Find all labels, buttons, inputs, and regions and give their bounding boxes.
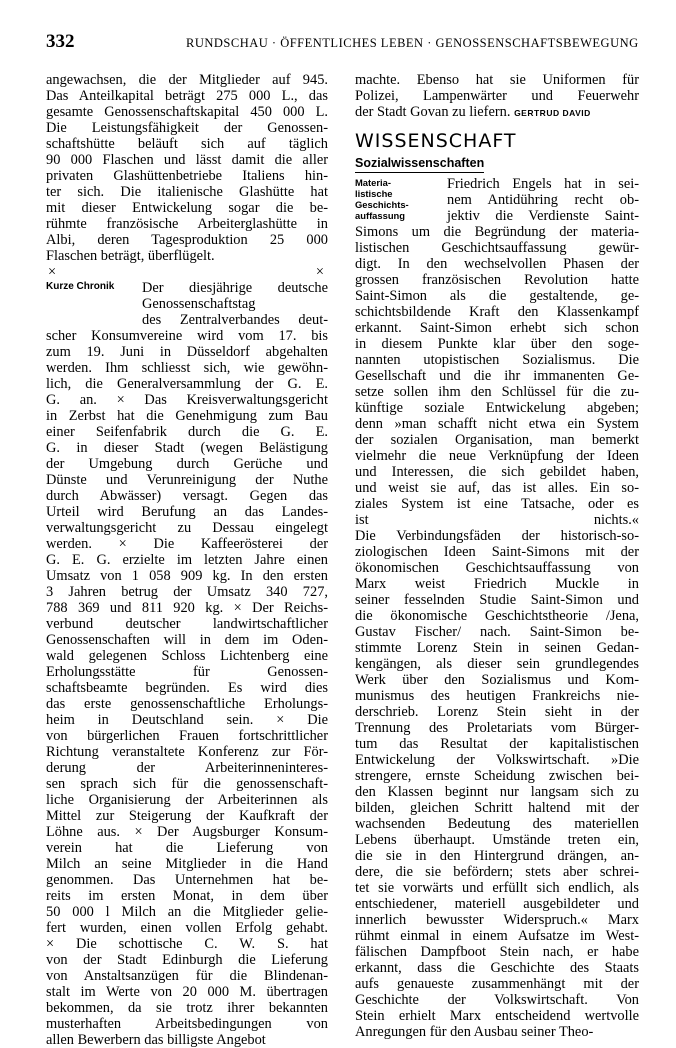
text-line: die ökonomische Geschichtstheorie /Jena, [355,608,639,624]
side-label-line: auffassung [355,210,406,221]
text-line: fert wurden, einen vollen Erfolg gehabt. [46,920,328,936]
text-line: nannten utopistischen Sozialismus. Die [355,352,639,368]
text-line: Stein erhielt Marx entscheidend wertvolle [355,1008,639,1024]
separator-mark: × [48,264,57,280]
text-line: ziales System ist eine Tatsache, oder es [355,496,639,512]
text-line: G. E. G. erzielte im letzten Jahre einen [46,552,328,568]
text-line: munismus des heutigen Frankreichs nie- [355,688,639,704]
text-line: des Zentralverbandes deut- [142,312,328,328]
text-line: angewachsen, die der Mitglieder auf 945. [46,72,328,88]
text-line: wald gelegenen Schloss Lichtenberg eine [46,648,328,664]
text-line: Die Leistungsfähigkeit der Genossen- [46,120,328,136]
text-line-with-author [355,104,639,120]
text-line: Marx weist Friedrich Muckle in [355,576,639,592]
text-line: listischen Geschichtsauffassung gewür- [355,240,639,256]
separator-row [46,264,328,280]
text-line: schichtsbildende Kraft den Klassenkampf [355,304,639,320]
text-line: entschiedener, materiell ausgebildeter und [355,896,639,912]
text-line: Albi, deren Tagesproduktion 25 000 [46,232,328,248]
text-line: Richtung veranstaltete Konferenz zur För- [46,744,328,760]
text-line: rühmte französische Arbeiterglashütte in [46,216,328,232]
running-header: RUNDSCHAU · ÖFFENTLICHES LEBEN · GENOSSENSCHAFTSBEWEGUNG [186,36,639,50]
text-line: jektiv die Verdienste Saint- [447,208,639,224]
text-line: von Anstaltsanzügen für die Blindenan- [46,968,328,984]
text-line: die sie in den Hintergrund drängen, an- [355,848,639,864]
text-line: verein hat die Lieferung von [46,840,328,856]
text-line: G. in dieser Stadt (wegen Belästigung [46,440,328,456]
text-line: Umsatz von 1 058 909 kg. In den ersten [46,568,328,584]
side-label-line: Materia- [355,177,391,188]
text-line: werden. Ihm schliesst sich, wie gewöhn- [46,360,328,376]
text-line: setze sollen ihm den Schlüssel für die zu- [355,384,639,400]
text-line: Trennung des Proletariats vom Bürger- [355,720,639,736]
text-line: Die Verbindungsfäden der historisch-so- [355,528,639,544]
side-label-kurze-chronik: Kurze Chronik [46,281,115,292]
text-line: bilden, gleichen Schritt haltend mit der [355,800,639,816]
text-line: mit dieser Entwickelung sogar die be- [46,200,328,216]
separator-mark: × [315,264,324,280]
text-line: musterhaften Arbeitsbedingungen von [46,1016,328,1032]
text-line: einer Seifenfabrik durch die G. E. [46,424,328,440]
chronik-body [46,328,328,1048]
text-line: stalt im Werte von 20 000 M. übertragen [46,984,328,1000]
text-line: von bürgerlichen Frauen fortschrittlicher [46,728,328,744]
text-line: liche Organisierung der Arbeiterinnen als [46,792,328,808]
text-line: Polizei, Lampenwärter und Feuerwehr [355,88,639,104]
text-line: Genossenschaftstag [142,296,256,312]
text-line: ökonomischen Geschichtsauffassung von [355,560,639,576]
text-line: Mittel zur Steigerung der Kaufkraft der [46,808,328,824]
text-line: zum 19. Juni in Düsseldorf abgehalten [46,344,328,360]
text-line: Milch an seine Mitglieder in die Hand [46,856,328,872]
geschichtsauffassung-section [355,176,639,1040]
text-line: werden. × Die Kaffeerösterei der [46,536,328,552]
text-line: ist nichts.« [355,512,639,528]
text-line: der sozialen Organisation, man bemerkt [355,432,639,448]
text-line: Das Anteilkapital beträgt 275 000 L., das [46,88,328,104]
text-line: lich, die Generalversammlung der G. E. [46,376,328,392]
left-top-paragraph [46,72,328,264]
text-line: Der diesjährige deutsche [142,280,328,296]
text-line: tet sie vorwärts und erfüllt sich endlich, als [355,880,639,896]
text-line: schaftshütte beläuft sich auf täglich [46,136,328,152]
text-line: Gesellschaft und die ihr immanenten Ge- [355,368,639,384]
left-column [46,72,328,1048]
text-line: × Die schottische C. W. S. hat [46,936,328,952]
text-line: verwaltungsgericht zu Dessau eingelegt [46,520,328,536]
text-line: 90 000 Flaschen und lässt damit die aller [46,152,328,168]
author-signature: GERTRUD DAVID [514,108,591,118]
text-line: innerlich bewusster Widerspruch.« Marx [355,912,639,928]
subsection-title: Sozialwissenschaften [355,154,484,173]
text-line: stimmte Lorenz Stein in seinen Gedan- [355,640,639,656]
text-line: tum das Resultat der kapitalistischen [355,736,639,752]
text-line: in Zerbst hat die Genehmigung zum Bau [46,408,328,424]
text-line: sen sprach sich für die genossenschaft- [46,776,328,792]
text-line: fälischen Dampfboot Stein nach, er habe [355,944,639,960]
text-line: Geschichte der Volkswirtschaft. Von [355,992,639,1008]
text-line: erkannt, dass die Geschichte des Staats [355,960,639,976]
text-line: Entwickelung der Volkswirtschaft. »Die [355,752,639,768]
text-line: scher Konsumvereine wird vom 17. bis [46,328,328,344]
text-line: Werk über den Sozialismus und Kom- [355,672,639,688]
text-line: digt. In den wechselvollen Phasen der [355,256,639,272]
text-line: Anregungen für den Ausbau seiner Theo- [355,1024,594,1040]
text-line: und Interessen, die sich gebildet haben, [355,464,639,480]
right-column [355,72,639,1040]
side-label-materialistische-geschichtsauffassung [355,177,441,221]
text-line: schaftsbeamte begründen. Es wird dies [46,680,328,696]
text-line: Genossenschaften will in dem im Oden- [46,632,328,648]
text-line: erkannt. Saint-Simon erhebt sich schon [355,320,639,336]
text-line: G. an. × Das Kreisverwaltungsgericht [46,392,328,408]
text-line: Dünste und Verunreinigung der Nuthe [46,472,328,488]
text-line: 788 369 und 811 920 kg. × Der Reichs- [46,600,328,616]
text-line: allen Bewerbern das billigste Angebot [46,1032,266,1048]
text-line: derung der Arbeiterinneninteres- [46,760,328,776]
text-line: dere, die sie befördern; stets aber schrei- [355,864,639,880]
text-line: gesamte Genossenschaftskapital 450 000 L. [46,104,328,120]
text-line: wachsenden Bedeutung des materiellen [355,816,639,832]
text-line: kengängen, als dieser sein grundlegendes [355,656,639,672]
text-line: vielmehr die neue Verknüpfung der Ideen [355,448,639,464]
text-line: den Klassen beginnt nur langsam sich zu [355,784,639,800]
text-line: aufs genaueste zusammenhängt mit der [355,976,639,992]
text-line: ziologischen Ideen Saint-Simons mit der [355,544,639,560]
text-line: machte. Ebenso hat sie Uniformen für [355,72,639,88]
text-line: und weist sie auf, das ist alles. Ein so- [355,480,639,496]
kurze-chronik-section [46,280,328,1048]
side-label-line: listische [355,188,393,199]
text-line: in diesem Punkte klar über den soge- [355,336,639,352]
text-line: Flaschen beträgt, überflügelt. [46,248,215,264]
wissenschaft-body [355,224,639,1040]
text-line: strengere, ernste Scheidung zwischen bei- [355,768,639,784]
text-line: Urteil wird Berufung an das Landes- [46,504,328,520]
page-number: 332 [46,31,75,52]
text-line: denn »man schafft nicht etwa ein System [355,416,639,432]
text-line: das erste genossenschaftliche Erholungs- [46,696,328,712]
text-line: Simons um die Begründung der materia- [355,224,639,240]
text-line: Friedrich Engels hat in sei- [447,176,639,192]
text-line: Saint-Simon als die gestaltende, ge- [355,288,639,304]
text-line: Löhne aus. × Der Augsburger Konsum- [46,824,328,840]
text-line: von der Stadt Edinburgh die Lieferung [46,952,328,968]
text-line: grossen französischen Revolution hatte [355,272,639,288]
text-line: bekommen, da sie trotz ihrer bekannten [46,1000,328,1016]
text-line: derschrieb. Lorenz Stein sieht in der [355,704,639,720]
text-line: 3 Jahren betrug der Umsatz 340 727, [46,584,328,600]
text-line: Lebens überhaupt. Umstände treten ein, [355,832,639,848]
text-line: seiner fesselnden Studie Saint-Simon und [355,592,639,608]
text-line: rühmt einmal in einem Aufsatze im West- [355,928,639,944]
text-line: nem Antidühring recht ob- [447,192,639,208]
text-line: der Umgebung durch Gerüche und [46,456,328,472]
text-line: verbund deutscher landwirtschaftlicher [46,616,328,632]
text-line: genommen. Das Unternehmen hat be- [46,872,328,888]
text-line: 50 000 l Milch an die Mitglieder gelie- [46,904,328,920]
text-line: reits im ersten Monat, in dem über [46,888,328,904]
text-line: Erholungsstätte für Genossen- [46,664,328,680]
text-line: ter sich. Die italienische Glashütte hat [46,184,328,200]
text-line: durch Abwässer) versagt. Gegen das [46,488,328,504]
text-line: der Stadt Govan zu liefern. [355,104,511,120]
text-line: Gustav Fischer/ nach. Saint-Simon be- [355,624,639,640]
text-line: künftige soziale Entwickelung abgeben; [355,400,639,416]
side-label-line: Geschichts- [355,199,409,210]
text-line: privaten Glashüttenbetriebe Italiens hin- [46,168,328,184]
section-title: WISSENSCHAFT [355,130,517,152]
text-line: heim in Deutschland sein. × Die [46,712,328,728]
